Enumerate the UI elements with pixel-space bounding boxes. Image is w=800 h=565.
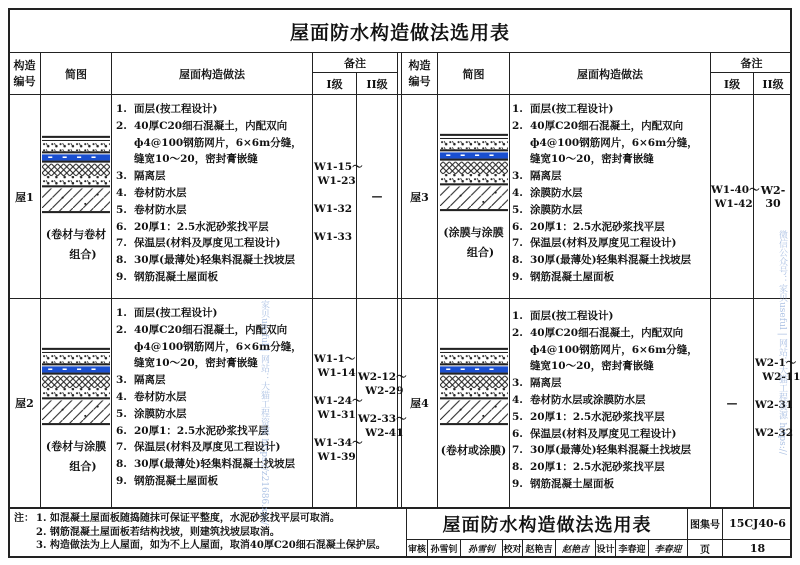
rule-row-mid: [9, 298, 791, 299]
method-step: [116, 185, 312, 202]
ref-line: W1-24～: [314, 395, 363, 407]
header-diagram: 简图: [462, 67, 485, 81]
header-code-line1: 构造: [408, 58, 431, 72]
design-name: 李春迎: [618, 545, 646, 555]
caption-line: 组合): [69, 248, 97, 261]
ref-line: W2-11: [755, 371, 800, 383]
roof-section-diagram: [42, 135, 110, 215]
step-text: 钢筋混凝土屋面板: [134, 474, 218, 487]
page-title: 屋面防水构造做法选用表: [289, 21, 510, 44]
method-step: [512, 426, 710, 443]
ref-line: [314, 380, 356, 394]
grade1-refs: —: [726, 396, 738, 410]
ref-line: W1-14: [314, 367, 356, 379]
method-step: [512, 219, 710, 236]
step-number: 5.: [512, 410, 523, 423]
step-number: [116, 355, 134, 372]
atlas-label: 图集号: [690, 520, 720, 531]
method-step: [116, 269, 312, 286]
method-step: [116, 202, 312, 219]
header-diagram: 简图: [65, 67, 87, 81]
step-number: [116, 151, 134, 168]
step-text: 保温层(材料及厚度见工程设计): [530, 427, 677, 440]
step-number: 9.: [116, 474, 127, 487]
step-text: ф4@100钢筋网片，6×6m分缝，: [530, 136, 698, 149]
ref-line: W1-34～: [314, 437, 363, 449]
step-text: 20厚1：2.5水泥砂浆找平层: [134, 220, 269, 233]
titleblock-title: 屋面防水构造做法选用表: [442, 514, 652, 536]
method-step: [116, 423, 312, 440]
step-text: 40厚C20细石混凝土，内配双向: [530, 326, 684, 339]
step-number: 2.: [116, 323, 127, 336]
method-step: [116, 219, 312, 236]
review-signature: 孙雪钊: [467, 545, 495, 555]
method-step: [116, 406, 312, 423]
step-number: 1.: [512, 103, 523, 115]
method-step: [512, 375, 710, 392]
caption-line: 组合): [466, 246, 495, 259]
grade2-refs: W2-30: [760, 183, 786, 210]
method-step: [512, 442, 710, 459]
ref-line: W1-33: [314, 231, 353, 243]
method-step: [512, 342, 710, 359]
roof-section-diagram: [440, 133, 508, 213]
row-code: 屋2: [15, 397, 34, 410]
method-step: [116, 118, 312, 135]
step-text: 涂膜防水层: [134, 407, 187, 420]
watermark: 家贝useful | 网站：大猫工程资源 https://z21686.xyz/: [259, 300, 269, 526]
ref-line: W2-31: [755, 399, 794, 411]
method-step: [512, 476, 710, 493]
diagram-caption: (卷材或涂膜): [440, 444, 507, 457]
step-number: 1.: [116, 307, 127, 319]
step-number: 2.: [116, 119, 127, 132]
header-grade1: I级: [326, 77, 343, 91]
step-text: 20厚1：2.5水泥砂浆找平层: [530, 461, 665, 474]
watermark: 微信公众号：家贝useful | 网站：大猫工程资源 https://: [777, 230, 787, 455]
header-code-line2: 编号: [408, 74, 431, 88]
method-step: [116, 372, 312, 389]
method-step: [116, 339, 312, 356]
grade2-refs: [358, 370, 407, 440]
note-item: 2. 钢筋混凝土屋面板若结构找坡，则建筑找坡层取消。: [36, 526, 280, 538]
method-step: [116, 456, 312, 473]
step-number: 9.: [116, 270, 127, 283]
step-number: 7.: [116, 237, 127, 250]
col-line: [111, 52, 112, 507]
method-list: [116, 101, 312, 286]
review-name: 孙雪钊: [430, 545, 458, 555]
note-item: 3. 构造做法为上人屋面，如为不上人屋面，取消40厚C20细石混凝土保护层。: [36, 540, 386, 551]
design-signature: 李春迎: [654, 545, 682, 555]
step-text: 20厚1：2.5水泥砂浆找平层: [134, 424, 269, 437]
design-label: 设计: [596, 545, 615, 555]
method-step: [512, 168, 710, 185]
ref-line: W2-33～: [358, 413, 407, 425]
step-text: 隔离层: [530, 377, 562, 390]
step-number: 6.: [512, 427, 523, 440]
step-text: 20厚1：2.5水泥砂浆找平层: [530, 220, 665, 233]
col-line: [312, 52, 313, 507]
row-code: 屋1: [15, 190, 34, 204]
method-step: [512, 151, 710, 168]
step-number: 4.: [116, 390, 127, 403]
caption-line: (卷材与涂膜: [45, 440, 107, 453]
step-number: 9.: [512, 477, 523, 490]
ref-line: W2-12～: [358, 371, 407, 383]
notes: [14, 512, 404, 553]
check-label: 校对: [503, 545, 522, 555]
step-number: [512, 342, 530, 359]
check-name: 赵艳吉: [525, 545, 553, 555]
step-number: 3.: [116, 170, 127, 183]
step-text: 30厚(最薄处)轻集料混凝土找坡层: [134, 458, 296, 471]
step-text: 面层(按工程设计): [134, 307, 218, 319]
ref-line: W1-40～: [711, 184, 760, 196]
step-text: ф4@100钢筋网片，6×6m分缝，: [134, 340, 302, 353]
step-text: 钢筋混凝土屋面板: [530, 477, 614, 490]
method-step: [512, 358, 710, 375]
step-number: 4.: [116, 186, 127, 199]
step-text: ф4@100钢筋网片，6×6m分缝，: [134, 136, 302, 149]
row-code: 屋4: [410, 397, 429, 410]
method-step: [512, 392, 710, 409]
method-step: [512, 235, 710, 252]
method-step: [116, 235, 312, 252]
method-step: [512, 202, 710, 219]
header-method: 屋面构造做法: [179, 67, 245, 81]
step-text: 钢筋混凝土屋面板: [134, 270, 218, 283]
method-step: [512, 185, 710, 202]
method-step: [116, 168, 312, 185]
step-text: 40厚C20细石混凝土，内配双向: [134, 323, 288, 336]
step-text: 卷材防水层: [134, 186, 187, 199]
step-number: 5.: [512, 203, 523, 216]
grade1-refs: [711, 183, 760, 211]
ref-line: [314, 422, 356, 436]
ref-line: [314, 188, 356, 202]
method-step: [512, 252, 710, 269]
ref-line: W1-23: [314, 175, 356, 187]
step-number: 6.: [512, 220, 523, 233]
ref-line: W2-41: [358, 427, 404, 439]
method-step: [512, 135, 710, 152]
step-number: [512, 358, 530, 375]
step-text: 卷材防水层: [134, 203, 187, 216]
step-number: [512, 151, 530, 168]
ref-line: W1-32: [314, 203, 353, 215]
method-list: [116, 305, 312, 490]
method-step: [512, 101, 710, 118]
grade2-refs: —: [371, 190, 383, 203]
method-list: [512, 308, 710, 493]
ref-line: W1-31: [314, 409, 356, 421]
step-text: ф4@100钢筋网片，6×6m分缝，: [530, 343, 698, 356]
method-step: [116, 389, 312, 406]
method-step: [116, 473, 312, 490]
method-step: [116, 305, 312, 322]
step-text: 缝宽10～20，密封膏嵌缝: [134, 357, 258, 370]
method-step: [116, 135, 312, 152]
step-number: 5.: [116, 203, 127, 216]
check-signature: 赵艳吉: [561, 545, 589, 555]
diagram-caption: [41, 225, 111, 265]
step-text: 隔离层: [134, 374, 166, 387]
step-text: 40厚C20细石混凝土，内配双向: [530, 119, 684, 132]
step-number: 8.: [512, 461, 523, 474]
header-code-line1: 构造: [13, 58, 36, 72]
method-step: [116, 151, 312, 168]
atlas-value: 15CJ40-6: [729, 517, 786, 530]
step-text: 涂膜防水层: [530, 203, 583, 216]
step-number: 5.: [116, 407, 127, 420]
step-number: 4.: [512, 393, 523, 406]
method-step: [116, 439, 312, 456]
step-text: 面层(按工程设计): [134, 103, 218, 115]
method-step: [116, 101, 312, 118]
method-step: [512, 409, 710, 426]
header-method: 屋面构造做法: [577, 67, 643, 81]
header-remarks: 备注: [740, 56, 763, 70]
step-text: 涂膜防水层: [530, 186, 583, 199]
step-text: 保温层(材料及厚度见工程设计): [134, 441, 281, 454]
method-list: [512, 101, 710, 286]
step-text: 30厚(最薄处)轻集料混凝土找坡层: [134, 254, 296, 267]
method-step: [512, 118, 710, 135]
step-text: 保温层(材料及厚度见工程设计): [134, 237, 281, 250]
note-item: 1. 如混凝土屋面板随捣随抹可保证平整度，水泥砂浆找平层可取消。: [36, 513, 340, 524]
step-number: 6.: [116, 220, 127, 233]
header-code: [402, 53, 437, 94]
step-number: 9.: [512, 270, 523, 283]
step-text: 面层(按工程设计): [530, 310, 614, 322]
diagram-caption: [438, 223, 509, 263]
roof-section-diagram: [440, 347, 508, 427]
step-text: 卷材防水层或涂膜防水层: [530, 393, 646, 406]
step-text: 缝宽10～20，密封膏嵌缝: [134, 153, 258, 166]
step-number: 3.: [512, 170, 523, 183]
step-number: 3.: [116, 374, 127, 387]
step-text: 30厚(最薄处)轻集料混凝土找坡层: [530, 444, 692, 457]
step-text: 面层(按工程设计): [530, 103, 614, 115]
review-label: 审核: [407, 545, 426, 555]
step-number: [116, 339, 134, 356]
ref-line: W2-32: [755, 427, 794, 439]
roof-section-diagram: [42, 347, 110, 427]
method-step: [512, 459, 710, 476]
step-text: 钢筋混凝土屋面板: [530, 270, 614, 283]
step-number: 2.: [512, 119, 523, 132]
grade1-refs: [314, 352, 363, 464]
caption-line: (涂膜与涂膜: [443, 226, 504, 239]
step-number: 8.: [116, 254, 127, 267]
ref-line: W2-29: [358, 385, 404, 397]
step-text: 缝宽10～20，密封膏嵌缝: [530, 153, 654, 166]
step-number: 8.: [116, 458, 127, 471]
header-grade1: I级: [723, 77, 741, 91]
ref-line: [314, 216, 356, 230]
ref-line: W1-1～: [314, 353, 356, 365]
page-value: 18: [749, 542, 766, 555]
step-text: 隔离层: [134, 170, 166, 183]
row-code: 屋3: [410, 190, 429, 204]
method-step: [512, 308, 710, 325]
header-remarks: 备注: [344, 56, 366, 70]
ref-line: [358, 398, 398, 412]
step-text: 缝宽10～20，密封膏嵌缝: [530, 360, 654, 373]
step-number: 2.: [512, 326, 523, 339]
method-step: [512, 325, 710, 342]
step-number: 3.: [512, 377, 523, 390]
step-text: 卷材防水层: [134, 390, 187, 403]
col-line: [509, 52, 510, 507]
step-text: 20厚1：2.5水泥砂浆找平层: [530, 410, 665, 423]
step-number: [116, 135, 134, 152]
header-code: [9, 53, 40, 94]
step-number: 6.: [116, 424, 127, 437]
step-number: 4.: [512, 186, 523, 199]
step-number: 1.: [116, 103, 127, 115]
method-step: [116, 355, 312, 372]
step-text: 隔离层: [530, 170, 562, 183]
diagram-caption: [41, 437, 111, 477]
caption-line: (卷材与卷材: [45, 228, 107, 241]
step-number: [512, 135, 530, 152]
caption-line: 组合): [69, 460, 97, 473]
method-step: [116, 322, 312, 339]
step-number: 8.: [512, 254, 523, 267]
header-grade2: II级: [366, 77, 388, 91]
step-number: 1.: [512, 310, 523, 322]
step-text: 40厚C20细石混凝土，内配双向: [134, 119, 288, 132]
ref-line: W2-1～: [755, 357, 797, 369]
step-text: 保温层(材料及厚度见工程设计): [530, 237, 677, 250]
header-grade2: II级: [762, 77, 784, 91]
ref-line: W1-42: [711, 198, 753, 210]
method-step: [512, 269, 710, 286]
grade1-refs: [314, 160, 363, 244]
step-number: 7.: [512, 237, 523, 250]
notes-label: 注：: [14, 513, 34, 524]
ref-line: W1-39: [314, 451, 356, 463]
header-code-line2: 编号: [13, 74, 36, 88]
method-step: [116, 252, 312, 269]
step-number: 7.: [116, 441, 127, 454]
page-label: 页: [700, 545, 710, 556]
step-text: 30厚(最薄处)轻集料混凝土找坡层: [530, 254, 692, 267]
step-number: 7.: [512, 444, 523, 457]
rule-header: [9, 94, 791, 95]
ref-line: W1-15～: [314, 161, 363, 173]
